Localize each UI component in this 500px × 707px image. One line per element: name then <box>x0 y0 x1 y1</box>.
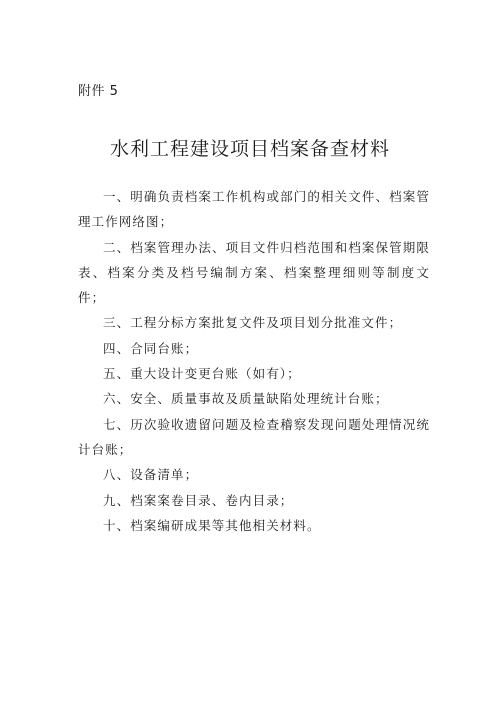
list-item: 九、档案案卷目录、卷内目录； <box>103 492 294 508</box>
list-item: 四、合同台账； <box>103 340 199 356</box>
document-title: 水利工程建设项目档案备查材料 <box>109 138 390 160</box>
item-list <box>78 184 430 538</box>
list-item: 二、档案管理办法、项目文件归档范围和档案保管期限表、档案分类及档号编制方案、档案整理细则等制度文件； <box>78 239 430 306</box>
attachment-label: 附件 5 <box>78 84 119 99</box>
list-item: 五、重大设计变更台账（如有）； <box>103 366 301 382</box>
list-item: 一、明确负责档案工作机构或部门的相关文件、档案管理工作网络图； <box>78 189 430 230</box>
list-item: 三、工程分标方案批复文件及项目划分批准文件； <box>103 315 403 331</box>
list-item: 八、设备清单； <box>103 467 199 483</box>
list-item: 六、安全、质量事故及质量缺陷处理统计台账； <box>103 391 389 407</box>
list-item: 十、档案编研成果等其他相关材料。 <box>103 517 321 533</box>
list-item: 七、历次验收遗留问题及检查稽察发现问题处理情况统计台账； <box>78 416 430 457</box>
